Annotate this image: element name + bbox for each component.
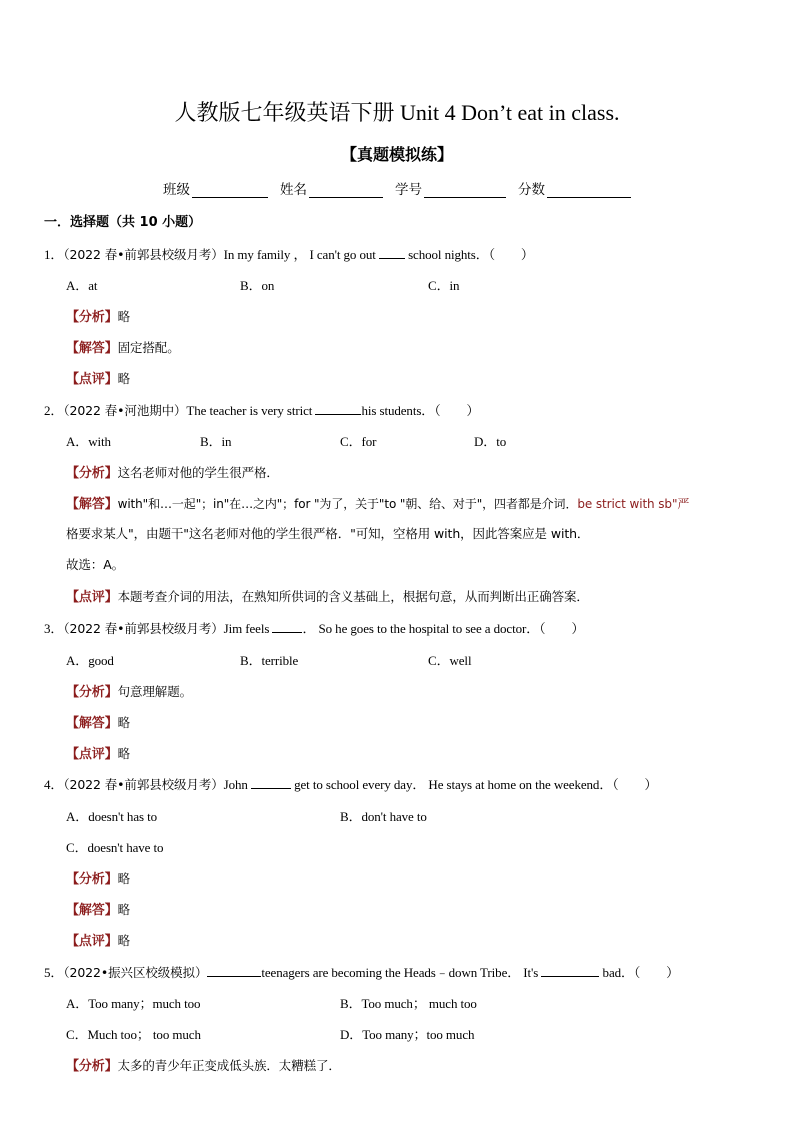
q2-choice: 故选：A。 xyxy=(66,557,125,572)
q4-option-b[interactable]: B．don't have to xyxy=(340,809,427,824)
q5-blank-1 xyxy=(207,965,261,977)
q5-option-d[interactable]: D．Too many；too much xyxy=(340,1027,475,1042)
name-blank[interactable] xyxy=(309,183,383,198)
question-3-stem: 3．（2022 春•前郭县校级月考）Jim feels ． So he goes to the hospital to see a doctor．（ ） xyxy=(44,621,585,636)
question-1-stem xyxy=(44,244,534,263)
q4-source: （2022 春•前郭县校级月考） xyxy=(63,777,224,792)
q2-analysis: 【分析】这名老师对他的学生很严格． xyxy=(66,465,279,481)
q2-blank xyxy=(315,403,361,415)
q3-option-b[interactable]: B．terrible xyxy=(240,653,299,668)
q4-option-c[interactable]: C．doesn't have to xyxy=(66,840,164,855)
q3-blank xyxy=(272,621,302,633)
class-label: 班级 xyxy=(163,182,190,198)
q5-option-c[interactable]: C．Much too； too much xyxy=(66,1027,201,1042)
id-blank[interactable] xyxy=(424,183,506,198)
class-blank[interactable] xyxy=(192,183,268,198)
document-subtitle: 【真题模拟练】 xyxy=(340,145,453,164)
q1-option-c[interactable]: C．in xyxy=(428,278,460,293)
document-title: 人教版七年级英语下册 Unit 4 Don’t eat in class. xyxy=(174,100,620,125)
id-label: 学号 xyxy=(395,182,422,198)
q1-stem-b: school nights．（ ） xyxy=(404,247,534,262)
q1-analysis: 【分析】略 xyxy=(66,309,131,325)
q2-option-c[interactable]: C．for xyxy=(340,434,377,449)
class-field xyxy=(163,178,268,198)
q1-comment: 【点评】略 xyxy=(66,371,131,387)
q5-option-b[interactable]: B．Too much； much too xyxy=(340,996,477,1011)
q1-number: 1． xyxy=(44,247,64,262)
score-blank[interactable] xyxy=(547,183,631,198)
section-heading: 一．选择题（共 10 小题） xyxy=(44,215,202,230)
q2-option-d[interactable]: D．to xyxy=(474,434,507,449)
question-2-stem: 2．（2022 春•河池期中）The teacher is very strict his students．（ ） xyxy=(44,403,480,418)
q1-blank xyxy=(379,247,405,259)
q5-source: （2022•振兴区校级模拟） xyxy=(63,965,208,980)
q3-source: （2022 春•前郭县校级月考） xyxy=(63,621,224,636)
q3-option-a[interactable]: A．good xyxy=(66,653,114,668)
q5-blank-2 xyxy=(541,965,599,977)
q4-option-a[interactable]: A．doesn't has to xyxy=(66,809,158,824)
q2-answer-line1: 【解答】with"和…一起"；in"在…之内"；for "为了，关于"to "朝、给、对于"，四者都是介词．be strict with sb"严 xyxy=(66,497,690,512)
q2-option-a[interactable]: A．with xyxy=(66,434,111,449)
q1-stem-a: In my family ， I can't go out xyxy=(223,247,379,262)
q4-blank xyxy=(251,777,291,789)
score-label: 分数 xyxy=(518,182,545,198)
q2-option-b[interactable]: B．in xyxy=(200,434,232,449)
q3-analysis: 【分析】句意理解题。 xyxy=(66,684,193,700)
q3-option-c[interactable]: C．well xyxy=(428,653,472,668)
q3-answer: 【解答】略 xyxy=(66,715,131,731)
q2-comment: 【点评】本题考查介词的用法，在熟知所供词的含义基础上，根据句意，从而判断出正确答案． xyxy=(66,589,589,605)
question-5-stem: 5．（2022•振兴区校级模拟） teenagers are becoming the Heads﹣down Tribe． It's bad．（ ） xyxy=(44,965,680,980)
question-4-stem: 4．（2022 春•前郭县校级月考）John get to school every day． He stays at home on the weekend．（ ） xyxy=(44,777,658,792)
q4-analysis: 【分析】略 xyxy=(66,871,131,887)
q2-answer-line2: 格要求某人"，由题干"这名老师对他的学生很严格．"可知，空格用 with，因此答案应是 with． xyxy=(66,526,590,541)
q2-source: （2022 春•河池期中） xyxy=(63,403,187,418)
score-field xyxy=(518,178,631,198)
q1-option-a[interactable]: A．at xyxy=(66,278,98,293)
q5-option-a[interactable]: A．Too many；much too xyxy=(66,996,201,1011)
q1-answer: 【解答】固定搭配。 xyxy=(66,340,180,356)
q4-answer: 【解答】略 xyxy=(66,902,131,918)
q1-option-b[interactable]: B．on xyxy=(240,278,275,293)
student-info-row xyxy=(0,178,794,198)
q5-analysis: 【分析】太多的青少年正变成低头族．太糟糕了． xyxy=(66,1058,341,1074)
id-field xyxy=(395,178,506,198)
q4-comment: 【点评】略 xyxy=(66,933,131,949)
name-field xyxy=(280,178,383,198)
q3-comment: 【点评】略 xyxy=(66,746,131,762)
q1-source: （2022 春•前郭县校级月考） xyxy=(63,247,224,262)
name-label: 姓名 xyxy=(280,182,307,198)
